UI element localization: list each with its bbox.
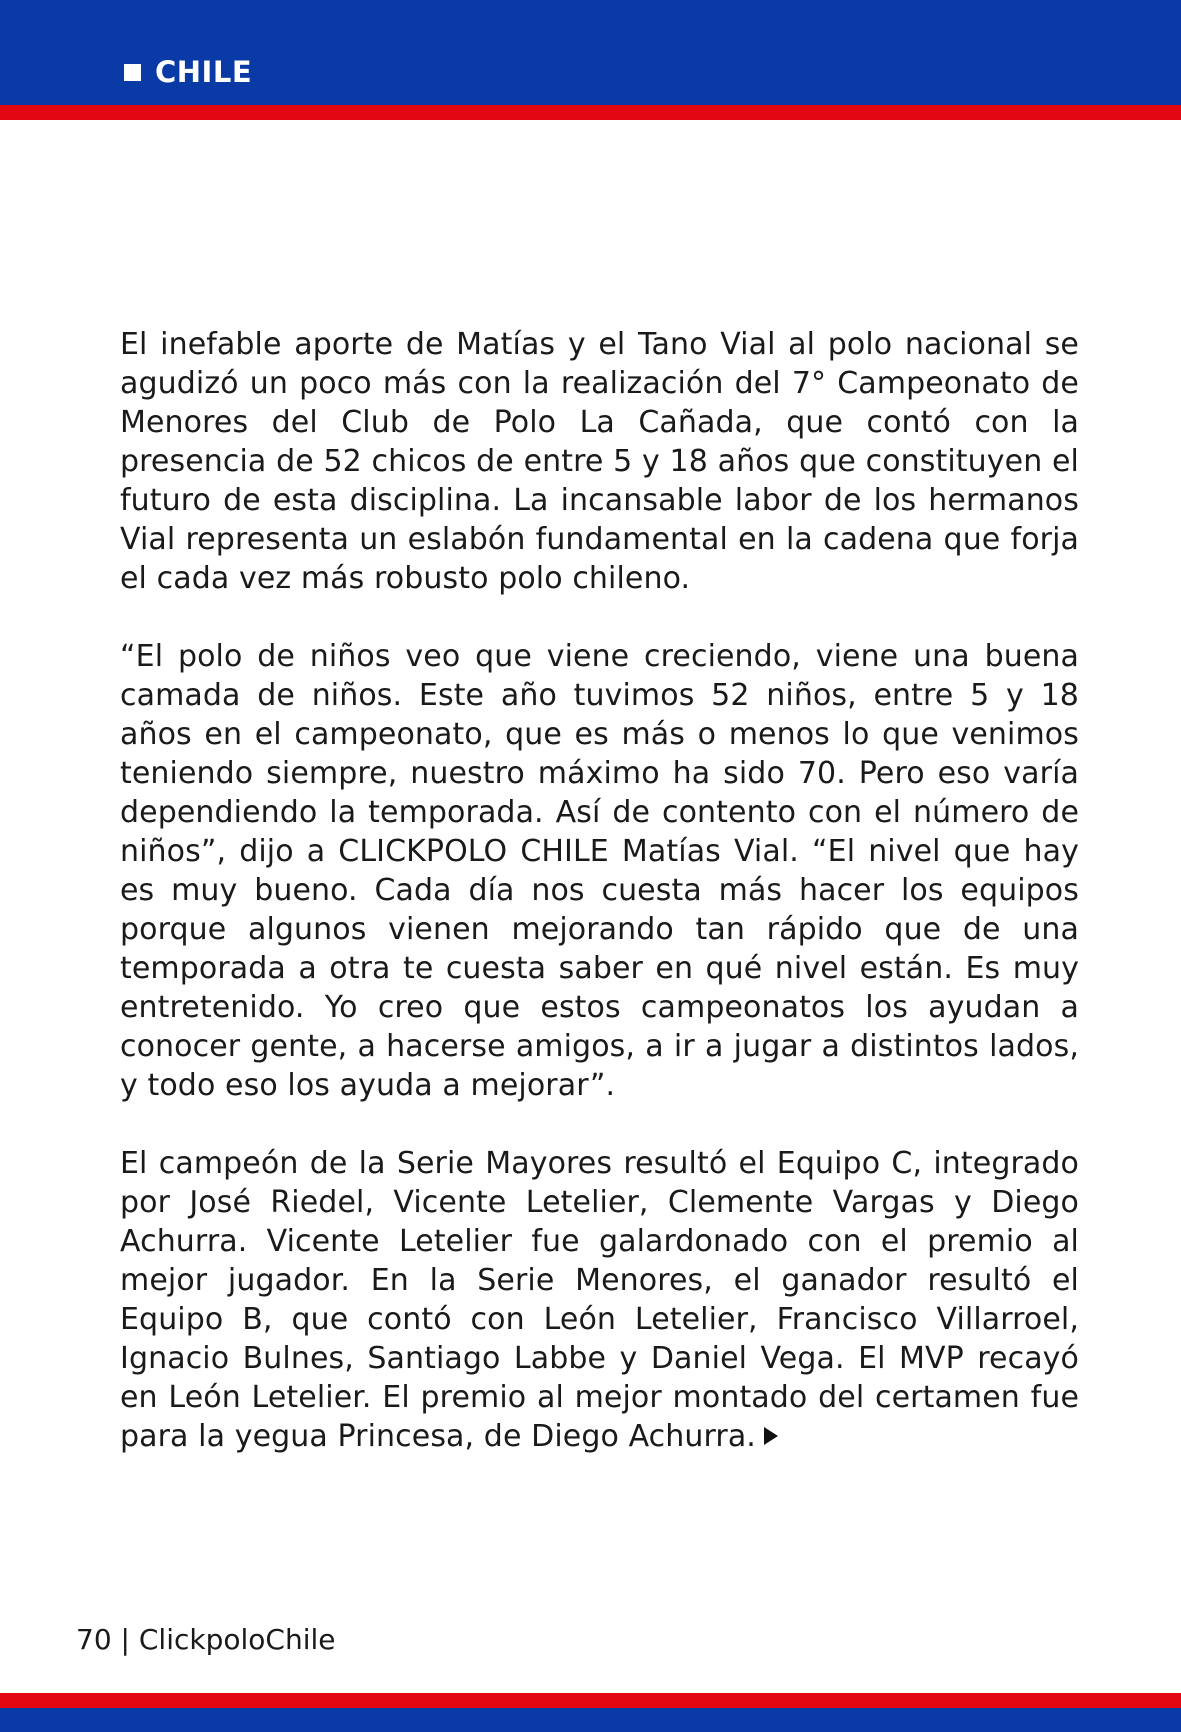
page-footer: 70 | ClickpoloChile xyxy=(76,1623,336,1656)
section-label xyxy=(124,50,252,94)
article-paragraph-3-text: El campeón de la Serie Mayores resultó el Equipo C, integrado por José Riedel, Vicente Letelier, Clemente Vargas y Diego Achurra. Vicente Letelier fue galardonado con el premio al mejor jugador. En la Serie Menores, el ganador resultó el Equipo B, que contó con León Letelier, Francisco Villarroel, Ignacio Bulnes, Santiago Labbe y Daniel Vega. El MVP recayó en León Letelier. El premio al mejor montado del certamen fue para la yegua Princesa, de Diego Achurra. xyxy=(120,1146,1079,1454)
footer-stripe xyxy=(0,1693,1181,1708)
article-paragraph-1: El inefable aporte de Matías y el Tano Vial al polo nacional se agudizó un poco más con la realización del 7° Campeonato de Menores del Club de Polo La Cañada, que contó con la presencia de 52 chicos de entre 5 y 18 años que constituyen el futuro de esta disciplina. La incansable labor de los hermanos Vial representa un eslabón fundamental en la cadena que forja el cada vez más robusto polo chileno. xyxy=(120,327,1079,596)
article-paragraph-2: “El polo de niños veo que viene creciendo, viene una buena camada de niños. Este año tuvimos 52 niños, entre 5 y 18 años en el campeonato, que es más o menos lo que venimos teniendo siempre, nuestro máximo ha sido 70. Pero eso varía dependiendo la temporada. Así de contento con el número de niños”, dijo a CLICKPOLO CHILE Matías Vial. “El nivel que hay es muy bueno. Cada día nos cuesta más hacer los equipos porque algunos vienen mejorando tan rápido que de una temporada a otra te cuesta saber en qué nivel están. Es muy entretenido. Yo creo que estos campeonatos los ayudan a conocer gente, a hacerse amigos, a ir a jugar a distintos lados, y todo eso los ayuda a mejorar”. xyxy=(120,639,1079,1103)
article-body xyxy=(120,325,1079,1495)
square-bullet-icon xyxy=(124,64,141,81)
section-title: CHILE xyxy=(155,55,253,89)
header-stripe xyxy=(0,105,1181,120)
end-arrow-icon xyxy=(764,1427,778,1445)
article-paragraph-3 xyxy=(120,1144,1079,1456)
footer-band xyxy=(0,1708,1181,1732)
